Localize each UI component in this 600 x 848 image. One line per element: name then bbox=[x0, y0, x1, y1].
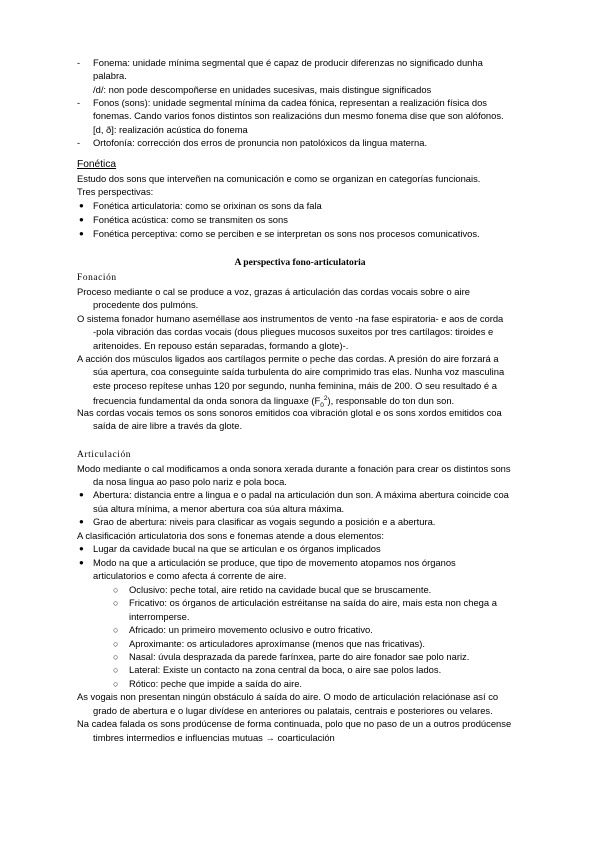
africado-item: Africado: un primeiro movemento oclusivo e outro fricativo. bbox=[129, 624, 373, 635]
coarticulacion-paragraph: Na cadea falada os sons prodúcense de forma continuada, polo que no paso de un a outros prodúcense bbox=[77, 718, 512, 729]
fricativo-item: Fricativo: os órganos de articulación estréitanse na saída do aire, mais esta non chega a bbox=[129, 597, 497, 608]
list-dash: - bbox=[77, 97, 81, 108]
fonema-definition-cont: palabra. bbox=[93, 70, 127, 81]
sub-bullet: ○ bbox=[113, 652, 119, 662]
bullet: ● bbox=[79, 490, 84, 499]
articulacion-p1: Modo mediante o cal modificamos a onda sonora xerada durante a fonación para crear os distintos sons bbox=[77, 463, 511, 474]
fricativo-item-cont: interromperse. bbox=[129, 611, 190, 622]
sub-bullet: ○ bbox=[113, 639, 119, 649]
subscript: 0 bbox=[320, 402, 324, 409]
fonacion-p3-cont: frecuencia fundamental da onda sonora da linguaxe $(F_0^2)$, responsable do ton dun son. bbox=[93, 395, 455, 409]
fonema-example: /d/: non pode descompoñerse en unidades sucesivas, mais distingue significados bbox=[93, 84, 432, 95]
clasificacion-paragraph: A clasificación articulatoria dos sons e fonemas atende a dous elementos: bbox=[77, 530, 384, 541]
vogais-paragraph-cont: grado de abertura e o lugar divídese en anteriores ou palatais, centrais e posteriores ou velares. bbox=[93, 705, 493, 716]
fonema-definition: Fonema: unidade mínima segmental que é capaz de producir diferenzas no significado dunha bbox=[93, 57, 483, 68]
bullet: ● bbox=[79, 517, 84, 526]
bullet: ● bbox=[79, 229, 84, 238]
abertura-bullet: Abertura: distancia entre a lingua e o padal na articulación dun son. A máxima abertura coincide coa bbox=[93, 489, 509, 500]
fonacion-heading: Fonación bbox=[77, 273, 117, 283]
fonetica-heading: Fonética bbox=[77, 159, 117, 170]
list-dash: - bbox=[77, 137, 81, 148]
section-title: A perspectiva fono-articulatoria bbox=[234, 257, 366, 268]
fonacion-p4-cont: saída de aire libre a través da glote. bbox=[93, 420, 243, 431]
bullet: ● bbox=[79, 215, 84, 224]
fonacion-p3: A acción dos músculos ligados aos cartílagos permite o peche das cordas. A presión do aire forzará a bbox=[77, 353, 499, 364]
abertura-bullet-cont: súa altura mínima, a menor abertura coa súa altura máxima. bbox=[93, 503, 345, 514]
bullet: ● bbox=[79, 558, 84, 567]
bullet: ● bbox=[79, 544, 84, 553]
sub-bullet: ○ bbox=[113, 598, 119, 608]
fonacion-p2-cont: -pola vibración das cordas vocais (dous pliegues mucosos suxeitos por tres cartílagos: tiroides e bbox=[93, 326, 494, 337]
fonos-definition-cont: fonemas. Cando varios fonos distintos son realizacións dun mesmo fonema dise que son alófonos. bbox=[93, 110, 504, 121]
modo-bullet: Modo na que a articulación se produce, que tipo de movemento atopamos nos órganos bbox=[93, 557, 456, 568]
vogais-paragraph: As vogais non presentan ningún obstáculo á saída do aire. O modo de articulación relaciónase así co bbox=[77, 691, 499, 702]
sub-bullet: ○ bbox=[113, 585, 119, 595]
oclusivo-item: Oclusivo: peche total, aire retido na cavidade bucal que se bruscamente. bbox=[129, 584, 432, 595]
fonetica-perspectives-label: Tres perspectivas: bbox=[77, 186, 154, 197]
fonacion-p3-cont: súa apertura, coa conseguinte saída turbulenta do aire comprimido tras elas. Nunha voz masculina bbox=[93, 366, 505, 377]
fonetica-bullet-acustica: Fonética acústica: como se transmiten os sons bbox=[93, 214, 288, 225]
fonetica-paragraph: Estudo dos sons que interveñen na comunicación e como se organizan en categorías funcionais. bbox=[77, 173, 481, 184]
fonos-definition: Fonos (sons): unidade segmental mínima da cadea fónica, representan a realización física dos bbox=[93, 97, 487, 108]
fonacion-p2: O sistema fonador humano aseméllase aos instrumentos de vento -na fase espiratoria- e aos de corda bbox=[77, 313, 504, 324]
articulacion-p1-cont: da nosa lingua ao paso polo nariz e pola boca. bbox=[93, 476, 287, 487]
sub-bullet: ○ bbox=[113, 665, 119, 675]
sub-bullet: ○ bbox=[113, 679, 119, 689]
fonos-example: [d, ð]: realización acústica do fonema bbox=[93, 124, 248, 135]
ortofonia-definition: Ortofonía: corrección dos erros de pronuncia non patolóxicos da lingua materna. bbox=[93, 137, 428, 148]
bullet: ● bbox=[79, 201, 84, 210]
fonacion-p2-cont: aritenoides. En repouso están separadas, formando a glote)-. bbox=[93, 340, 349, 351]
list-dash: - bbox=[77, 57, 81, 68]
rotico-item: Rótico: peche que impide a saída do aire. bbox=[129, 678, 303, 689]
fonetica-bullet-articulatoria: Fonética articulatoria: como se orixinan os sons da fala bbox=[93, 200, 322, 211]
articulacion-heading: Articulación bbox=[77, 450, 132, 460]
fonacion-p3-cont: este proceso repítese unhas 120 por segundo, nunha feminina, máis de 200. O seu resultado é a bbox=[93, 380, 497, 391]
modo-bullet-cont: articulatorios e como afecta á corrente de aire. bbox=[93, 570, 287, 581]
nasal-item: Nasal: úvula desprazada da parede farínxea, parte do aire fonador sae polo nariz. bbox=[129, 651, 470, 662]
coarticulacion-paragraph-cont: timbres intermedios e influencias mutuas → coarticulación bbox=[93, 732, 335, 743]
sub-bullet: ○ bbox=[113, 625, 119, 635]
fonetica-bullet-perceptiva: Fonética perceptiva: como se perciben e se interpretan os sons nos procesos comunicativos. bbox=[93, 228, 480, 239]
superscript: 2 bbox=[323, 395, 328, 402]
lugar-bullet: Lugar da cavidade bucal na que se articulan e os órganos implicados bbox=[93, 543, 381, 554]
fonacion-p1: Proceso mediante o cal se produce a voz, grazas á articulación das cordas vocais sobre o aire bbox=[77, 286, 470, 297]
fonacion-p4: Nas cordas vocais temos os sons sonoros emitidos coa vibración glotal e os sons xordos emitidos coa bbox=[77, 407, 502, 418]
aproximante-item: Aproximante: os articuladores aproxímanse (menos que nas fricativas). bbox=[129, 638, 425, 649]
lateral-item: Lateral: Existe un contacto na zona central da boca, o aire sae polos lados. bbox=[129, 664, 442, 675]
grao-abertura-bullet: Grao de abertura: niveis para clasificar as vogais segundo a posición e a abertura. bbox=[93, 516, 436, 527]
fonacion-p1-cont: procedente dos pulmóns. bbox=[93, 299, 199, 310]
